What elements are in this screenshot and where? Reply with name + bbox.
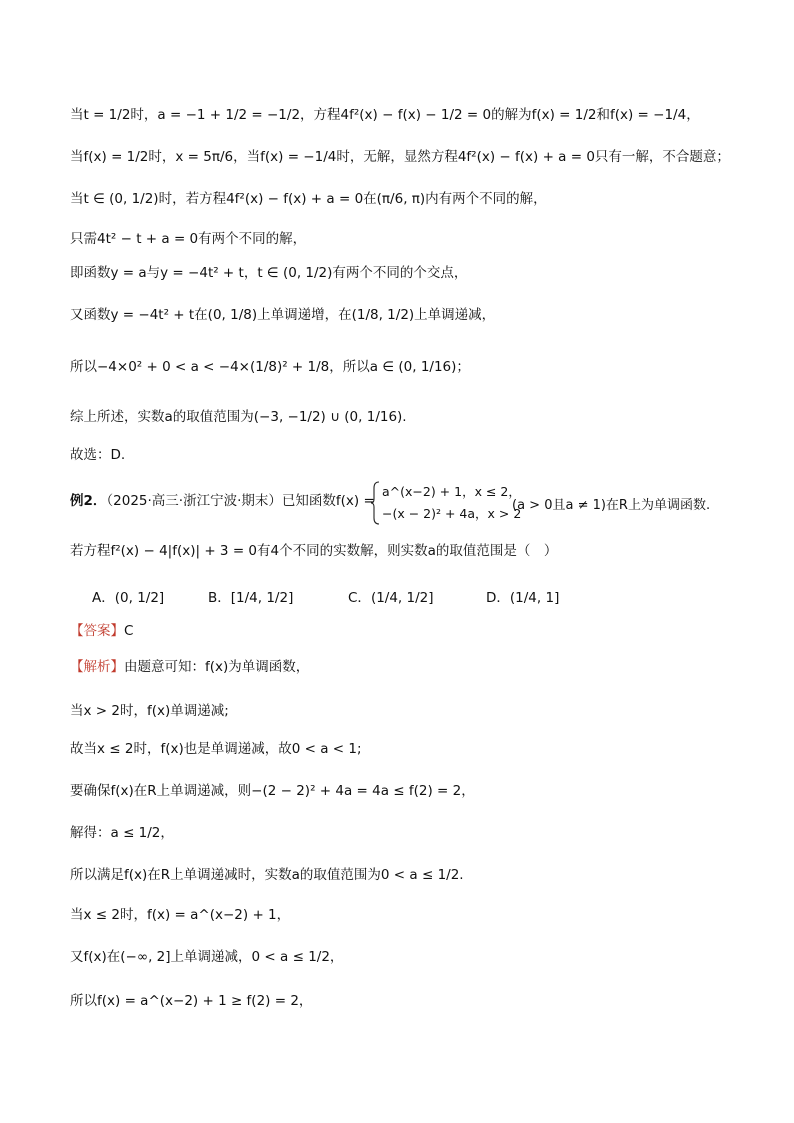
- option-d-letter: D．: [486, 590, 510, 606]
- solution-line-2: 当f(x) = 1/2时，x = 5π/6，当f(x) = −1/4时，无解，显然方程4f²(x) − f(x) + a = 0只有一解，不合题意；: [70, 149, 730, 165]
- option-a[interactable]: [92, 586, 164, 606]
- analysis-line-2: 当x > 2时，f(x)单调递减;: [70, 703, 229, 719]
- analysis-tag: 【解析】: [70, 659, 124, 675]
- solution-line-4: 只需4t² − t + a = 0有两个不同的解，: [70, 231, 307, 247]
- option-b-letter: B．: [208, 590, 231, 606]
- option-b-text: [1/4, 1/2]: [230, 590, 294, 606]
- analysis-line-9: 所以f(x) = a^(x−2) + 1 ≥ f(2) = 2，: [70, 993, 313, 1009]
- analysis-line-5: 解得：a ≤ 1/2，: [70, 825, 174, 841]
- solution-line-1: 当t = 1/2时，a = −1 + 1/2 = −1/2，方程4f²(x) − f(x) − 1/2 = 0的解为f(x) = 1/2和f(x) = −1/4，: [70, 107, 700, 123]
- example-source: （2025·高三·浙江宁波·期末）: [106, 493, 282, 509]
- option-a-letter: A．: [92, 590, 115, 606]
- analysis-text-1: 由题意可知：f(x)为单调函数，: [124, 659, 310, 675]
- solution-line-8: 综上所述，实数a的取值范围为(−3, −1/2) ∪ (0, 1/16).: [70, 409, 407, 425]
- solution-line-6: 又函数y = −4t² + t在(0, 1/8)上单调递增，在(1/8, 1/2)上单调递减，: [70, 307, 496, 323]
- piecewise-function: [370, 480, 520, 526]
- analysis-line-7: 当x ≤ 2时，f(x) = a^(x−2) + 1，: [70, 907, 291, 923]
- option-d[interactable]: [486, 586, 559, 606]
- analysis-line-4: 要确保f(x)在R上单调递减，则−(2 − 2)² + 4a = 4a ≤ f(2) = 2，: [70, 783, 475, 799]
- piece-2: −(x − 2)² + 4a，x > 2: [382, 506, 522, 521]
- piece-1: a^(x−2) + 1，x ≤ 2，: [382, 484, 521, 499]
- example2-question: 若方程f²(x) − 4|f(x)| + 3 = 0有4个不同的实数解，则实数a的取值范围是（ ）: [70, 543, 558, 559]
- option-d-text: (1/4, 1]: [509, 590, 560, 606]
- option-b[interactable]: [208, 586, 293, 606]
- stem-prefix: 已知函数f(x) =: [281, 493, 375, 509]
- answer-value: C: [124, 623, 134, 639]
- solution-line-9: 故选：D.: [70, 447, 126, 463]
- analysis-line-6: 所以满足f(x)在R上单调递减时，实数a的取值范围为0 < a ≤ 1/2.: [70, 867, 464, 883]
- option-a-text: (0, 1/2]: [114, 590, 165, 606]
- solution-line-3: 当t ∈ (0, 1/2)时，若方程4f²(x) − f(x) + a = 0在(π/6, π)内有两个不同的解，: [70, 191, 547, 207]
- option-c-letter: C．: [348, 590, 371, 606]
- solution-line-5: 即函数y = a与y = −4t² + t，t ∈ (0, 1/2)有两个不同的个交点，: [70, 265, 468, 281]
- answer-tag: 【答案】: [70, 623, 124, 639]
- piecewise-brace: [370, 480, 380, 526]
- option-c-text: (1/4, 1/2]: [370, 590, 434, 606]
- analysis-line-1: [70, 660, 744, 676]
- example-label: 例2．: [70, 493, 107, 509]
- analysis-line-8: 又f(x)在(−∞, 2]上单调递减，0 < a ≤ 1/2，: [70, 949, 344, 965]
- option-c[interactable]: [348, 586, 434, 606]
- analysis-line-3: 故当x ≤ 2时，f(x)也是单调递减，故0 < a < 1;: [70, 741, 362, 757]
- answer-line: [70, 624, 744, 640]
- options-row: [92, 586, 742, 610]
- solution-line-7: 所以−4×0² + 0 < a < −4×(1/8)² + 1/8，所以a ∈ (0, 1/16)；: [70, 359, 470, 375]
- stem-suffix: (a > 0且a ≠ 1)在R上为单调函数.: [512, 498, 711, 513]
